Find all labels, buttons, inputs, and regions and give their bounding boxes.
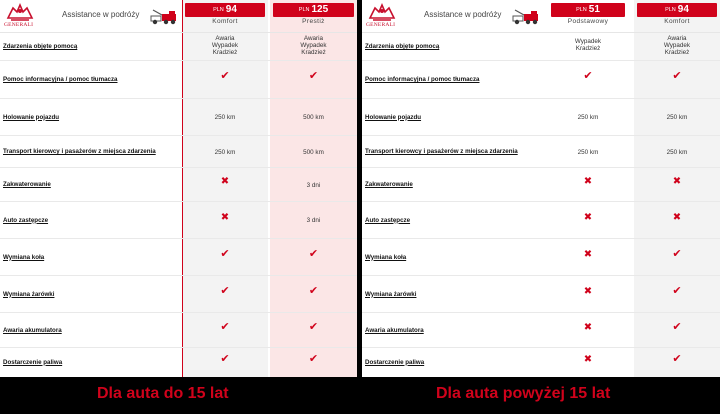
check-icon: ✔ [220, 352, 230, 365]
row-label-link[interactable]: Wymiana koła [365, 253, 407, 261]
check-icon: ✔ [308, 70, 319, 82]
table-cell [270, 352, 357, 365]
table-cell [548, 70, 628, 82]
right-comparison-panel [362, 0, 720, 377]
table-row [362, 99, 720, 136]
row-label-link[interactable]: Pomoc informacyjna / pomoc tłumacza [3, 76, 118, 83]
row-label-link[interactable]: Pomoc informacyjna / pomoc tłumacza [365, 76, 480, 83]
table-cell [634, 114, 720, 121]
table-row [0, 239, 357, 276]
plan-name: Komfort [664, 18, 690, 25]
cell-value: 250 km [214, 148, 236, 156]
check-icon: ✔ [220, 70, 230, 82]
price-amount: 51 [588, 4, 600, 15]
table-row [362, 313, 720, 348]
table-cell [182, 70, 268, 82]
table-cell [270, 247, 357, 260]
cell-value: 250 km [577, 114, 599, 121]
row-label-link[interactable]: Wymiana żarówki [365, 290, 417, 298]
row-label-link[interactable]: Holowanie pojazdu [3, 113, 60, 121]
table-row [0, 276, 357, 313]
price-currency: PLN [298, 7, 310, 13]
table-cell [270, 182, 357, 189]
table-cell [548, 321, 628, 333]
row-label-link[interactable]: Awaria akumulatora [365, 326, 424, 334]
table-row [0, 61, 357, 99]
row-label-link[interactable]: Transport kierowcy i pasażerów z miejsca zdarzenia [3, 148, 156, 155]
price-currency: PLN [665, 7, 676, 13]
price-amount: 125 [311, 4, 329, 15]
cross-icon: ✖ [583, 176, 593, 187]
table-cell [548, 211, 628, 223]
table-row [362, 239, 720, 276]
table-cell [548, 149, 628, 156]
row-label-link[interactable]: Wymiana żarówki [3, 290, 55, 298]
table-cell [634, 70, 720, 82]
row-label-link[interactable]: Zakwaterowanie [3, 181, 51, 188]
table-row [362, 61, 720, 99]
table-cell [270, 217, 357, 224]
price-amount: 94 [225, 4, 237, 15]
header-title: Assistance w podróży [62, 10, 140, 19]
row-label-link[interactable]: Zakwaterowanie [365, 181, 413, 188]
table-row [362, 348, 720, 377]
check-icon: ✔ [672, 320, 682, 333]
table-cell [548, 178, 628, 186]
table-cell [634, 149, 720, 156]
row-label-link[interactable]: Auto zastępcze [3, 216, 49, 224]
cell-value: 3 dni [306, 181, 321, 189]
left-comparison-panel [0, 0, 357, 377]
table-row [0, 348, 357, 377]
table-cell [182, 247, 268, 260]
table-cell [182, 320, 268, 333]
check-icon: ✔ [672, 284, 682, 297]
cell-value: 250 km [666, 148, 688, 156]
cell-value: 500 km [303, 148, 324, 156]
check-icon: ✔ [583, 70, 593, 82]
check-icon: ✔ [308, 352, 319, 365]
table-cell [634, 211, 720, 223]
brand-name: GENERALI [366, 22, 396, 28]
table-row [0, 202, 357, 239]
row-label-link[interactable]: Dostarczenie paliwa [3, 358, 63, 366]
cell-value: 500 km [303, 114, 324, 121]
table-cell [182, 178, 268, 186]
cell-value: Wypadek Kradzież [574, 38, 602, 52]
cross-icon: ✖ [220, 211, 230, 223]
table-row [362, 136, 720, 168]
check-icon: ✔ [672, 247, 682, 260]
cross-icon: ✖ [583, 211, 593, 223]
cell-value: 3 dni [306, 217, 321, 224]
check-icon: ✔ [308, 320, 319, 333]
tow-truck-icon [150, 6, 178, 26]
right-caption: Dla auta powyżej 15 lat [436, 385, 611, 402]
table-cell [182, 284, 268, 297]
row-label-link[interactable]: Holowanie pojazdu [365, 113, 422, 121]
price-tab-komfort[interactable] [185, 3, 265, 17]
row-label-link[interactable]: Auto zastępcze [365, 216, 411, 224]
price-amount: 94 [677, 4, 689, 15]
table-cell [634, 35, 720, 56]
table-cell [182, 35, 268, 56]
table-cell [182, 352, 268, 365]
plan-name: Prestiż [302, 18, 325, 25]
check-icon: ✔ [672, 352, 682, 365]
brand-name: GENERALI [4, 22, 34, 28]
row-label-link[interactable]: Dostarczenie paliwa [365, 358, 425, 366]
row-label-link[interactable]: Zdarzenia objęte pomocą [365, 43, 440, 50]
table-cell [548, 38, 628, 52]
check-icon: ✔ [672, 70, 682, 82]
table-row [0, 99, 357, 136]
cell-value: 250 km [666, 114, 688, 121]
left-caption: Dla auta do 15 lat [97, 385, 229, 402]
table-row [0, 313, 357, 348]
table-row [362, 276, 720, 313]
table-row [362, 202, 720, 239]
cell-value: 250 km [214, 114, 236, 121]
row-label-link[interactable]: Wymiana koła [3, 253, 45, 261]
table-cell [548, 248, 628, 260]
check-icon: ✔ [220, 284, 230, 297]
row-label-link[interactable]: Transport kierowcy i pasażerów z miejsca zdarzenia [365, 148, 518, 155]
table-row [0, 33, 357, 61]
generali-logo-icon [367, 2, 397, 24]
cell-value: Awaria Wypadek Kradzież [300, 34, 327, 56]
cell-value: Awaria Wypadek Kradzież [663, 34, 691, 56]
table-cell [270, 320, 357, 333]
check-icon: ✔ [308, 284, 319, 297]
check-icon: ✔ [220, 320, 230, 333]
tow-truck-icon [512, 6, 540, 26]
table-cell [634, 352, 720, 365]
cross-icon: ✖ [583, 285, 593, 297]
price-currency: PLN [576, 7, 587, 13]
cross-icon: ✖ [583, 321, 593, 333]
generali-logo-icon [5, 2, 35, 24]
price-tab-komfort[interactable] [637, 3, 717, 17]
table-cell [270, 149, 357, 156]
table-cell [270, 284, 357, 297]
table-cell [548, 285, 628, 297]
table-row [0, 168, 357, 202]
table-cell [270, 70, 357, 82]
check-icon: ✔ [220, 247, 230, 260]
table-row [362, 33, 720, 61]
table-row [0, 136, 357, 168]
table-cell [182, 149, 268, 156]
table-cell [270, 114, 357, 121]
check-icon: ✔ [308, 247, 319, 260]
plan-name: Podstawowy [567, 18, 609, 25]
table-cell [634, 284, 720, 297]
table-cell [548, 114, 628, 121]
table-cell [634, 247, 720, 260]
cell-value: Awaria Wypadek Kradzież [211, 34, 239, 56]
table-cell [634, 320, 720, 333]
row-label-link[interactable]: Zdarzenia objęte pomocą [3, 43, 78, 50]
header-title: Assistance w podróży [424, 10, 502, 19]
table-cell [182, 211, 268, 223]
table-row [362, 168, 720, 202]
table-cell [182, 114, 268, 121]
price-tab-prestiż[interactable] [273, 3, 354, 17]
cell-value: 250 km [577, 148, 599, 156]
plan-name: Komfort [212, 18, 238, 25]
table-cell [634, 178, 720, 186]
table-cell [548, 353, 628, 365]
price-tab-podstawowy[interactable] [551, 3, 625, 17]
cross-icon: ✖ [220, 176, 230, 187]
price-currency: PLN [213, 7, 224, 13]
cross-icon: ✖ [672, 176, 682, 187]
table-cell [270, 35, 357, 56]
row-label-link[interactable]: Awaria akumulatora [3, 326, 62, 334]
cross-icon: ✖ [583, 353, 593, 365]
cross-icon: ✖ [583, 248, 593, 260]
cross-icon: ✖ [672, 211, 682, 223]
